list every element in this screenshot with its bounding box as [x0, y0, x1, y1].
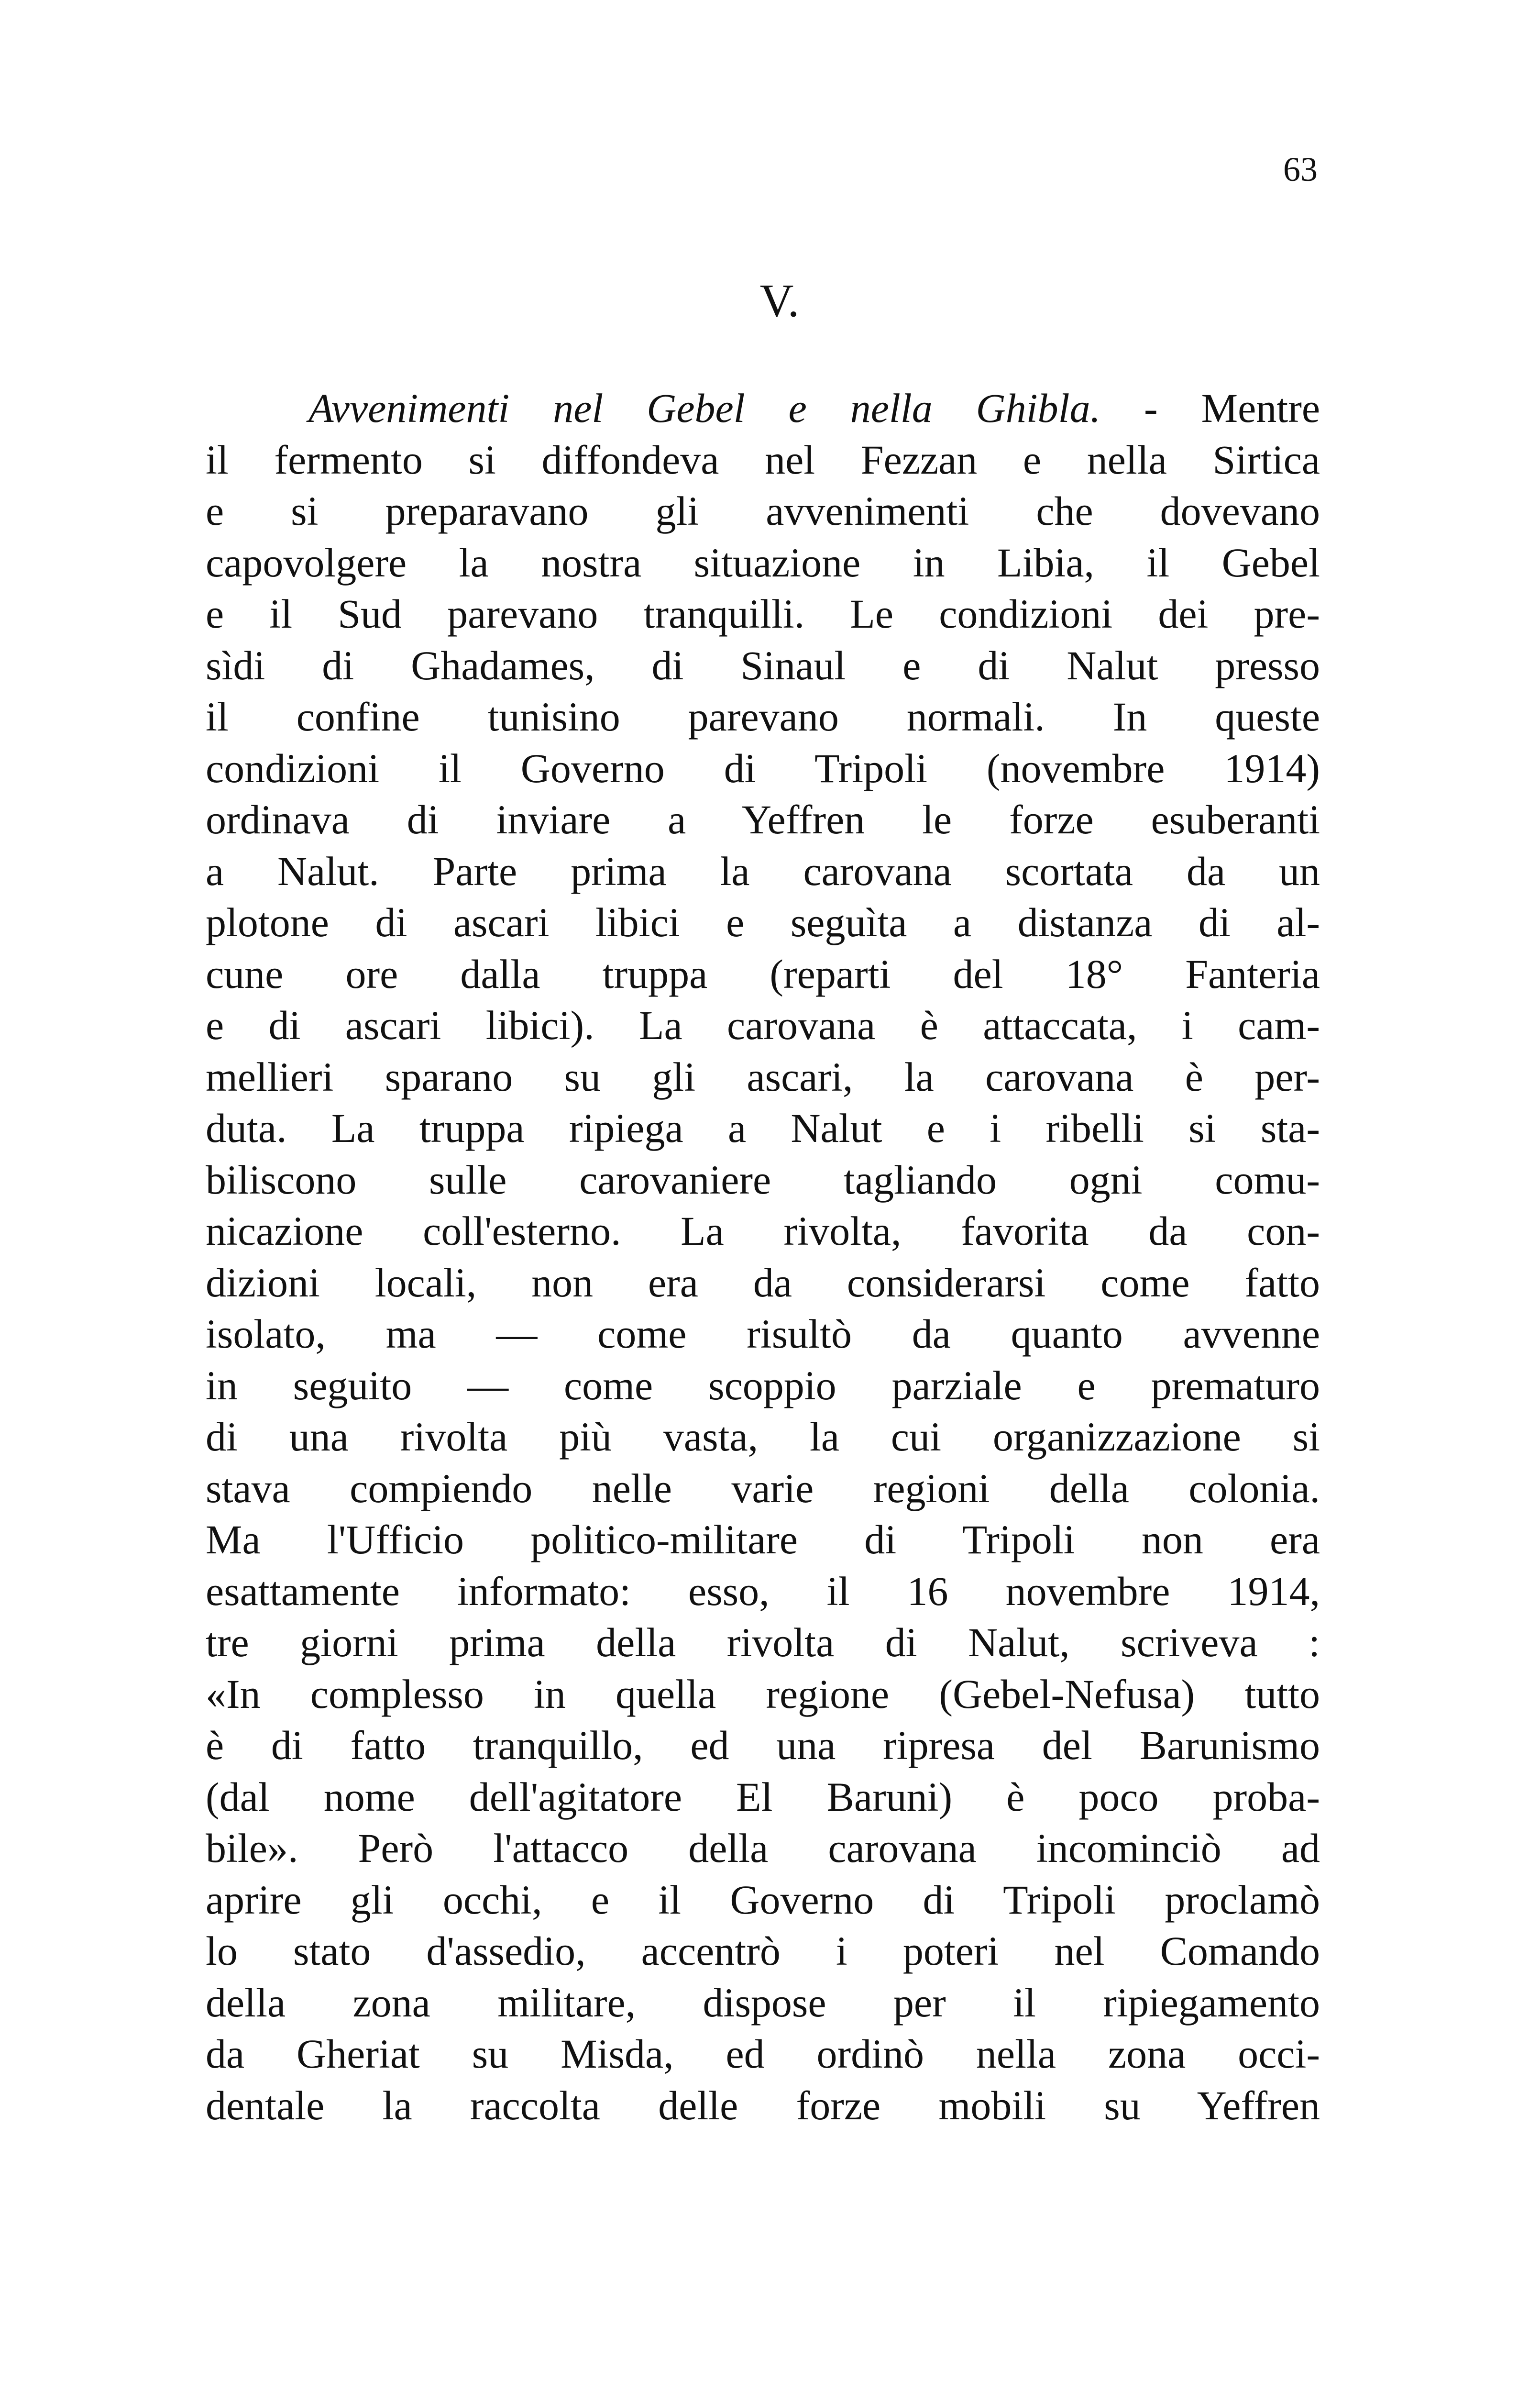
- text-line: cune ore dalla truppa (reparti del 18° Fanteria: [206, 951, 1320, 997]
- section-title: Avvenimenti nel Gebel e nella Ghibla.: [308, 385, 1101, 431]
- text-line: mellieri sparano su gli ascari, la carovana è per-: [206, 1053, 1320, 1100]
- text-line: nicazione coll'esterno. La rivolta, favorita da con-: [206, 1208, 1320, 1254]
- text-line: della zona militare, dispose per il ripiegamento: [206, 1979, 1320, 2026]
- text-line: è di fatto tranquillo, ed una ripresa del Barunismo: [206, 1722, 1320, 1768]
- text-line: «In complesso in quella regione (Gebel-Nefusa) tutto: [206, 1671, 1320, 1717]
- text-line: da Gheriat su Misda, ed ordinò nella zona occi-: [206, 2031, 1320, 2077]
- text-line: sìdi di Ghadames, di Sinaul e di Nalut presso: [206, 642, 1320, 688]
- text-line: capovolgere la nostra situazione in Libia, il Gebel: [206, 539, 1320, 586]
- text-line: esattamente informato: esso, il 16 novembre 1914,: [206, 1568, 1320, 1614]
- text-line: e il Sud parevano tranquilli. Le condizioni dei pre-: [206, 591, 1320, 637]
- text-line: duta. La truppa ripiega a Nalut e i ribelli si sta-: [206, 1105, 1320, 1151]
- text-line: a Nalut. Parte prima la carovana scortata da un: [206, 848, 1320, 894]
- text-line: di una rivolta più vasta, la cui organizzazione si: [206, 1414, 1320, 1460]
- text-line: in seguito — come scoppio parziale e prematuro: [206, 1362, 1320, 1408]
- text-line: tre giorni prima della rivolta di Nalut, scriveva :: [206, 1619, 1320, 1665]
- text-line: isolato, ma — come risultò da quanto avvenne: [206, 1311, 1320, 1357]
- first-line-rest: - Mentre: [1100, 385, 1320, 431]
- text-line: condizioni il Governo di Tripoli (novembre 1914): [206, 745, 1320, 791]
- text-line: e si preparavano gli avvenimenti che dovevano: [206, 488, 1320, 534]
- text-line: lo stato d'assedio, accentrò i poteri nel Comando: [206, 1928, 1320, 1974]
- text-line: e di ascari libici). La carovana è attaccata, i cam-: [206, 1002, 1320, 1048]
- chapter-heading: V.: [759, 275, 800, 327]
- text-line: ordinava di inviare a Yeffren le forze esuberanti: [206, 797, 1320, 842]
- text-line: plotone di ascari libici e seguìta a distanza di al-: [206, 899, 1320, 945]
- text-line: biliscono sulle carovaniere tagliando ogni comu-: [206, 1156, 1320, 1203]
- text-line: bile». Però l'attacco della carovana incominciò ad: [206, 1825, 1320, 1871]
- text-line: dizioni locali, non era da considerarsi come fatto: [206, 1259, 1320, 1306]
- text-line: (dal nome dell'agitatore El Baruni) è poco proba-: [206, 1773, 1320, 1820]
- text-line: il fermento si diffondeva nel Fezzan e nella Sirtica: [206, 436, 1320, 483]
- body-text: [206, 383, 1320, 2131]
- page-number: 63: [1283, 150, 1318, 188]
- text-line: dentale la raccolta delle forze mobili su Yeffren: [206, 2082, 1320, 2128]
- text-line: il confine tunisino parevano normali. In queste: [206, 694, 1320, 740]
- text-line: Ma l'Ufficio politico-militare di Tripoli non era: [206, 1517, 1320, 1562]
- text-line: stava compiendo nelle varie regioni della colonia.: [206, 1465, 1320, 1511]
- text-line: aprire gli occhi, e il Governo di Tripoli proclamò: [206, 1876, 1320, 1923]
- first-text-line: [206, 383, 1320, 434]
